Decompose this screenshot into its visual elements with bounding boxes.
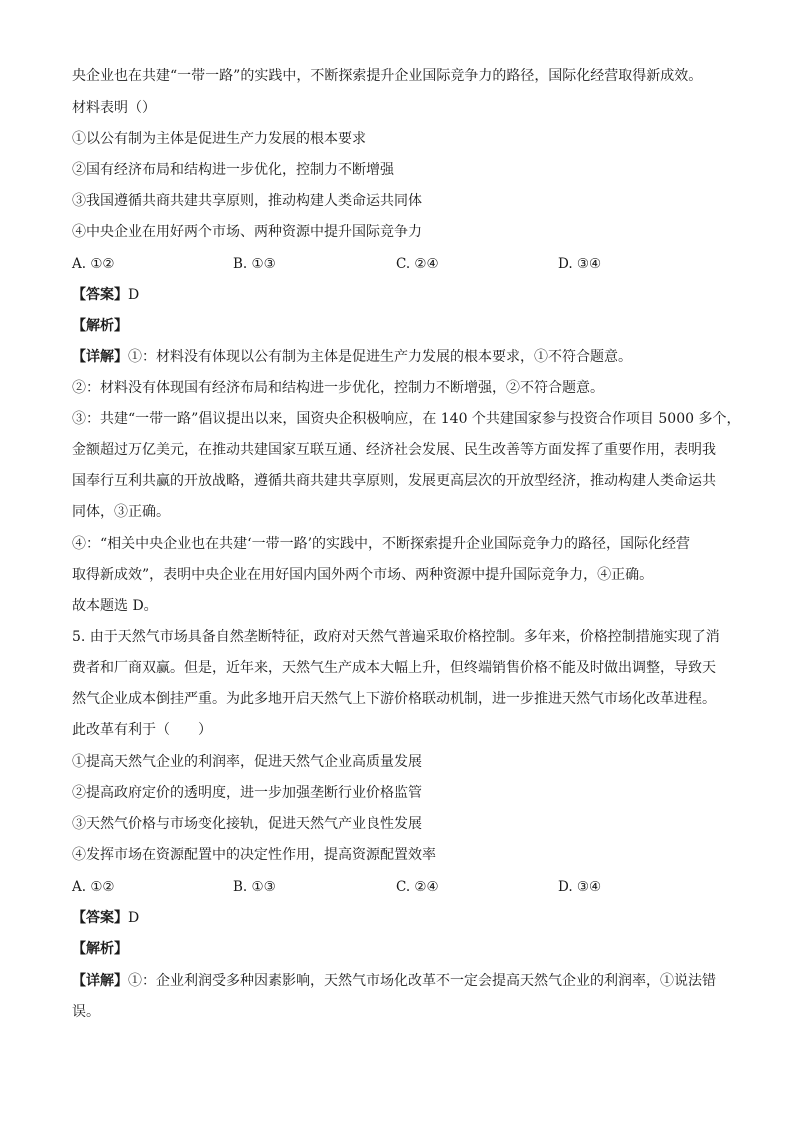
q4-analysis-label: 【解析】 [72,318,128,334]
q5-option-b: B. ①③ [233,879,276,895]
q4-detail-line-8: 取得新成效”，表明中央企业在用好国内国外两个市场、两种资源中提升国际竞争力，④正确。 [72,567,654,583]
q4-option-c: C. ②④ [396,256,439,272]
q4-detail-line-6: 同体，③正确。 [72,504,170,520]
q5-answer-label: 【答案】 [72,910,128,926]
q5-answer-line [72,908,139,928]
q5-item-2: ②提高政府定价的透明度，进一步加强垄断行业价格监管 [72,785,422,801]
q4-detail-label: 【详解】 [72,349,128,365]
q4-detail-line-4: 金额超过万亿美元，在推动共建国家互联互通、经济社会发展、民生改善等方面发挥了重要作用，表明我 [72,442,716,458]
q5-detail-line-2: 误。 [72,1004,100,1020]
q4-item-1: ①以公有制为主体是促进生产力发展的根本要求 [72,131,366,147]
q4-detail-text-1: ①：材料没有体现以公有制为主体是促进生产力发展的根本要求，①不符合题意。 [128,349,632,365]
q5-detail-text-1: ①：企业利润受多种因素影响，天然气市场化改革不一定会提高天然气企业的利润率，①说法错 [128,973,716,989]
q4-detail-line-5: 国奉行互利共赢的开放战略，遵循共商共建共享原则，发展更高层次的开放型经济，推动构建人类命运共 [72,473,716,489]
q5-stem-line-4: 此改革有利于（ ） [72,722,212,738]
q4-item-3: ③我国遵循共商共建共享原则，推动构建人类命运共同体 [72,193,422,209]
q5-detail-line-1 [72,971,722,991]
q5-option-d: D. ③④ [558,879,602,895]
q4-option-a: A. ①② [72,256,115,272]
q4-item-4: ④中央企业在用好两个市场、两种资源中提升国际竞争力 [72,224,422,240]
q4-detail-line-2: ②：材料没有体现国有经济布局和结构进一步优化，控制力不断增强，②不符合题意。 [72,380,604,396]
q5-item-4: ④发挥市场在资源配置中的决定性作用，提高资源配置效率 [72,847,436,863]
q4-intro-tail: 央企业也在共建“一带一路”的实践中，不断探索提升企业国际竞争力的路径，国际化经营取得新成效。 [72,68,703,84]
q5-stem-line-2: 费者和厂商双赢。但是，近年来，天然气生产成本大幅上升，但终端销售价格不能及时做出调整，导致天 [72,660,716,676]
q4-item-2: ②国有经济布局和结构进一步优化，控制力不断增强 [72,162,394,178]
q4-detail-line-7: ④：“相关中央企业也在共建‘一带一路’的实践中，不断探索提升企业国际竞争力的路径，国际化经营 [72,536,691,552]
q5-detail-label: 【详解】 [72,973,128,989]
q5-option-a: A. ①② [72,879,115,895]
q4-option-b: B. ①③ [233,256,276,272]
q5-stem-line-3: 然气企业成本倒挂严重。为此多地开启天然气上下游价格联动机制，进一步推进天然气市场化改革进程。 [72,691,716,707]
q4-stem: 材料表明（） [72,100,156,116]
q4-answer-line [72,285,139,305]
q5-stem-line-1: 5. 由于天然气市场具备自然垄断特征，政府对天然气普遍采取价格控制。多年来，价格控制措施实现了消 [72,629,720,645]
q4-detail-line-1 [72,347,632,367]
q5-item-1: ①提高天然气企业的利润率，促进天然气企业高质量发展 [72,754,422,770]
q5-analysis-label: 【解析】 [72,941,128,957]
q5-option-c: C. ②④ [396,879,439,895]
q4-answer-value: D [128,287,140,303]
q4-answer-label: 【答案】 [72,287,128,303]
q5-item-3: ③天然气价格与市场变化接轨，促进天然气产业良性发展 [72,816,422,832]
q4-detail-line-3: ③：共建“一带一路”倡议提出以来，国资央企积极响应，在 140 个共建国家参与投资合作项目 5000 多个， [72,411,741,427]
q4-option-d: D. ③④ [558,256,602,272]
q4-conclusion: 故本题选 D。 [72,598,158,614]
q5-answer-value: D [128,910,140,926]
